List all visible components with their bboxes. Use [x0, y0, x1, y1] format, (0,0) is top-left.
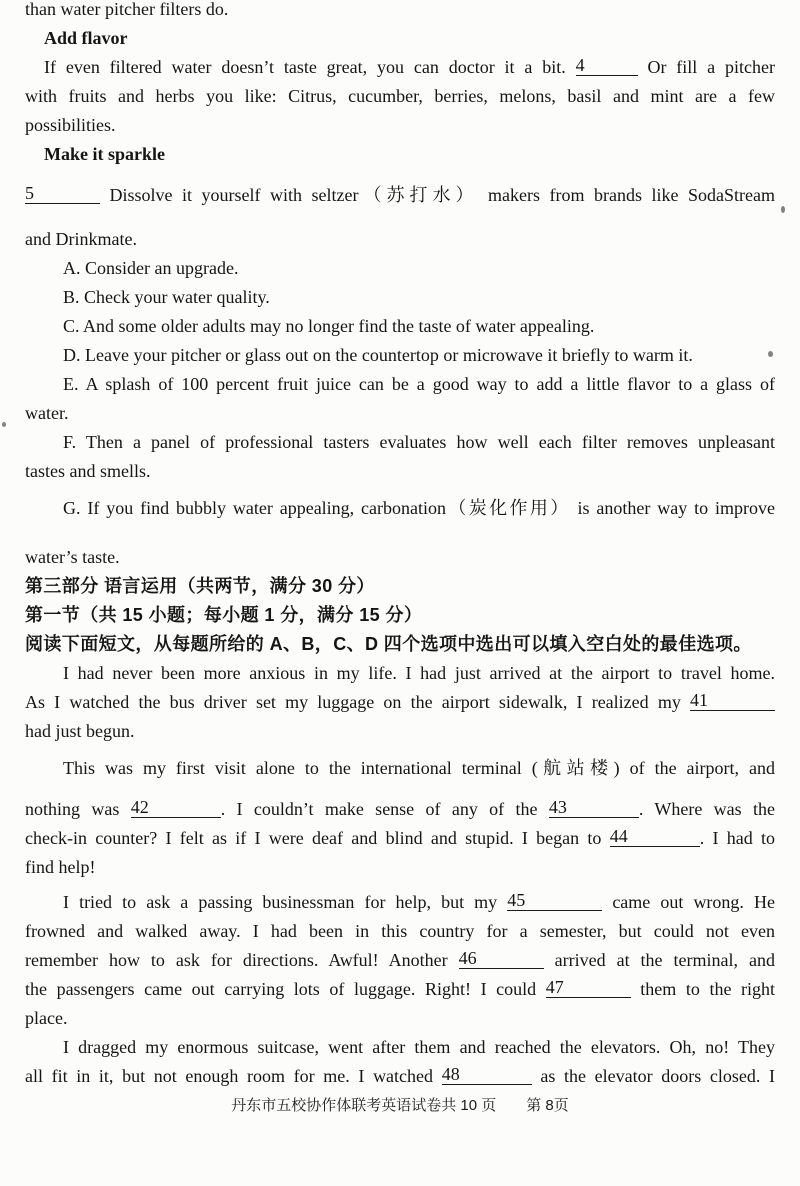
- cloze-p3l4-end: them to the right: [630, 979, 775, 999]
- sparkle-line-2: [25, 225, 775, 254]
- option-g-line-1: [25, 494, 775, 523]
- scan-speck: [768, 351, 773, 357]
- option-d-text: D. Leave your pitcher or glass out on the countertop or microwave it briefly to warm it.: [63, 345, 693, 365]
- add-flavor-line-3: [25, 111, 775, 140]
- part3-heading-text: 第三部分 语言运用（共两节，满分 30 分）: [25, 576, 375, 596]
- blank-46-number: 46: [458, 948, 477, 968]
- add-flavor-l3-text: possibilities.: [25, 115, 116, 135]
- cloze-p1-line-2: [25, 688, 775, 717]
- blank-47-number: 47: [545, 977, 564, 997]
- option-b: [25, 283, 775, 312]
- cloze-p3-line-5: [25, 1004, 775, 1033]
- option-c-text: C. And some older adults may no longer find the taste of water appealing.: [63, 316, 595, 336]
- add-flavor-l1-pre: If even filtered water doesn’t taste great, you can doctor it a bit.: [44, 57, 576, 77]
- cloze-p3l1-pre: I tried to ask a passing businessman for help, but my: [63, 892, 508, 912]
- blank-41-number: 41: [690, 690, 708, 710]
- heading-add-flavor: [25, 24, 775, 53]
- sparkle-l2-text: and Drinkmate.: [25, 229, 137, 249]
- blank-48-number: 48: [441, 1064, 460, 1084]
- blank-4: [576, 55, 638, 76]
- option-g2-text: water’s taste.: [25, 547, 120, 567]
- option-b-text: B. Check your water quality.: [63, 287, 270, 307]
- blank-44: [610, 826, 700, 847]
- option-f-line-1: [25, 428, 775, 457]
- cloze-p1l3-text: had just begun.: [25, 721, 135, 741]
- sparkle-l1-post: Dissolve it yourself with seltzer（苏打水） makers from brands like SodaStream: [100, 185, 775, 205]
- cloze-p4-line-1: [25, 1033, 775, 1062]
- cloze-p3-line-3: [25, 946, 775, 975]
- option-a-text: A. Consider an upgrade.: [63, 258, 239, 278]
- cloze-instruction-text: 阅读下面短文，从每题所给的 A、B，C、D 四个选项中选出可以填入空白处的最佳选项。: [25, 634, 752, 654]
- option-e-line-2: [25, 399, 775, 428]
- scan-speck: [781, 206, 785, 213]
- page-footer: [25, 1091, 775, 1120]
- blank-45-number: 45: [507, 890, 526, 910]
- cloze-p2l1-text: This was my first visit alone to the international terminal (航站楼) of the airport, and: [63, 758, 775, 778]
- option-e-line-1: [25, 370, 775, 399]
- option-f2-text: tastes and smells.: [25, 461, 151, 481]
- cloze-instruction: [25, 630, 775, 659]
- blank-44-number: 44: [609, 826, 628, 846]
- cloze-p2-line-1: [25, 754, 775, 783]
- section1-heading-text: 第一节（共 15 小题；每小题 1 分，满分 15 分）: [25, 605, 423, 625]
- cloze-p3l4-pre: the passengers came out carrying lots of luggage. Right! I could: [25, 979, 546, 999]
- heading-sparkle-text: Make it sparkle: [44, 144, 165, 164]
- cloze-p4l2-pre: all fit in it, but not enough room for me. I watched: [25, 1066, 442, 1086]
- option-f-line-2: [25, 457, 775, 486]
- blank-5-number: 5: [25, 183, 34, 203]
- cloze-p3-line-1: [25, 888, 775, 917]
- cloze-p3-line-4: [25, 975, 775, 1004]
- add-flavor-l1-post: Or fill a pitcher: [637, 57, 775, 77]
- cloze-p3l5-text: place.: [25, 1008, 68, 1028]
- option-a: [25, 254, 775, 283]
- blank-43: [549, 797, 639, 818]
- cloze-p2l2-mid: . I couldn’t make sense of any of the: [220, 799, 549, 819]
- add-flavor-line-2: [25, 82, 775, 111]
- sparkle-line-1: [25, 181, 775, 210]
- cloze-p2l4-text: find help!: [25, 857, 96, 877]
- option-f1-text: F. Then a panel of professional tasters evaluates how well each filter removes unpleasant: [63, 432, 775, 452]
- cloze-p2l2-end: . Where was the: [638, 799, 775, 819]
- cloze-p1l2-pre: As I watched the bus driver set my luggage on the airport sidewalk, I realized my: [25, 692, 690, 712]
- cloze-p4l2-end: as the elevator doors closed. I: [531, 1066, 775, 1086]
- cloze-p4-line-2: [25, 1062, 775, 1091]
- section1-heading: [25, 601, 775, 630]
- heading-add-flavor-text: Add flavor: [44, 28, 128, 48]
- blank-45: [507, 890, 602, 911]
- option-g-line-2: [25, 543, 775, 572]
- cloze-p2l3-pre: check-in counter? I felt as if I were deaf and blind and stupid. I began to: [25, 828, 610, 848]
- cloze-p3l1-end: came out wrong. He: [602, 892, 775, 912]
- cloze-p1l1-text: I had never been more anxious in my life. I had just arrived at the airport to travel home.: [63, 663, 775, 683]
- cloze-p3l3-pre: remember how to ask for directions. Awful! Another: [25, 950, 459, 970]
- cloze-p2-line-2: [25, 795, 775, 824]
- scan-speck: [2, 422, 6, 427]
- blank-47: [546, 977, 631, 998]
- blank-5: [25, 183, 100, 204]
- add-flavor-l2-text: with fruits and herbs you like: Citrus, cucumber, berries, melons, basil and mint are a few: [25, 86, 775, 106]
- add-flavor-line-1: [25, 53, 775, 82]
- blank-42: [131, 797, 221, 818]
- option-e1-text: E. A splash of 100 percent fruit juice can be a good way to add a little flavor to a glass of: [63, 374, 775, 394]
- blank-42-number: 42: [130, 797, 149, 817]
- cloze-p2-line-4: [25, 853, 775, 882]
- cloze-p1-line-1: [25, 659, 775, 688]
- option-g1-text: G. If you find bubbly water appealing, carbonation（炭化作用） is another way to improve: [63, 498, 775, 518]
- cloze-p3-line-2: [25, 917, 775, 946]
- option-c: [25, 312, 775, 341]
- blank-41: [690, 690, 775, 711]
- carryover-text: than water pitcher filters do.: [25, 0, 229, 19]
- cloze-p2l3-end: . I had to: [699, 828, 775, 848]
- part3-heading: [25, 572, 775, 601]
- carryover-line: [25, 0, 775, 24]
- blank-48: [442, 1064, 532, 1085]
- heading-make-it-sparkle: [25, 140, 775, 169]
- cloze-p2l2-pre: nothing was: [25, 799, 131, 819]
- blank-46: [459, 948, 544, 969]
- cloze-p4l1-text: I dragged my enormous suitcase, went after them and reached the elevators. Oh, no! They: [63, 1037, 775, 1057]
- blank-43-number: 43: [548, 797, 567, 817]
- page-footer-text: 丹东市五校协作体联考英语试卷共 10 页 第 8页: [231, 1097, 569, 1114]
- cloze-p2-line-3: [25, 824, 775, 853]
- option-e2-text: water.: [25, 403, 69, 423]
- option-d: [25, 341, 775, 370]
- blank-4-number: 4: [575, 55, 585, 75]
- cloze-p3l3-end: arrived at the terminal, and: [543, 950, 775, 970]
- cloze-p3l2-text: frowned and walked away. I had been in this country for a semester, but could not even: [25, 921, 775, 941]
- cloze-p1-line-3: [25, 717, 775, 746]
